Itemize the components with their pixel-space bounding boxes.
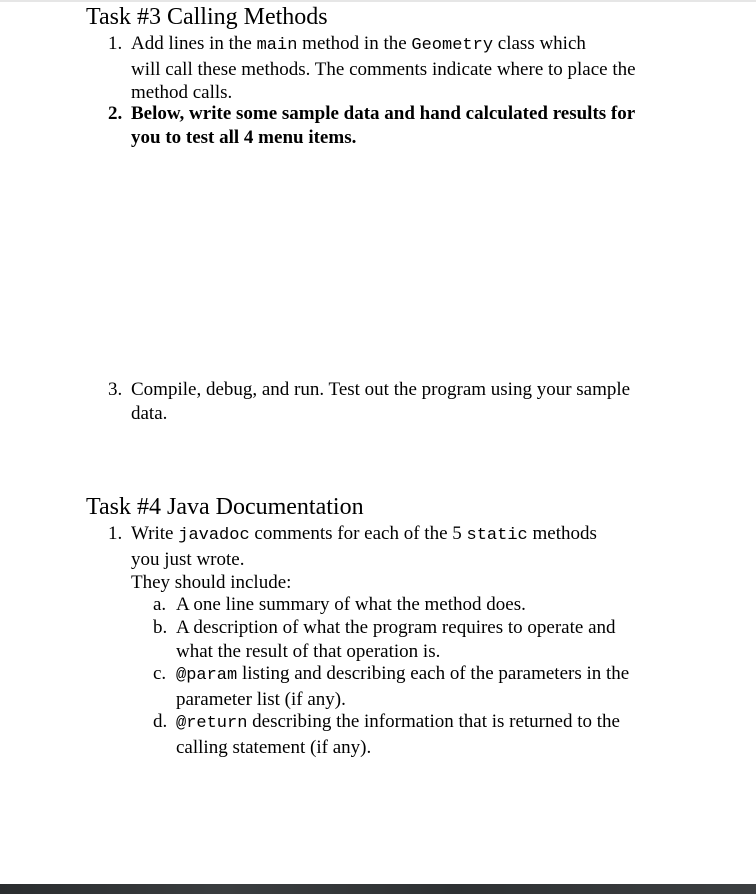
list-number: 1.: [108, 33, 123, 54]
list-letter: d.: [153, 711, 168, 732]
code-return: @return: [176, 714, 248, 733]
list-number: 3.: [108, 379, 123, 400]
item-line: you to test all 4 menu items.: [131, 126, 357, 148]
item-line: Add lines in the main method in the Geometry class which: [131, 33, 586, 55]
item-line: A description of what the program requires to operate and: [176, 617, 616, 638]
bottom-edge-bar: [0, 884, 756, 894]
item-line: Below, write some sample data and hand calculated results for: [131, 103, 636, 124]
code-static: static: [466, 526, 528, 545]
list-letter: b.: [153, 617, 168, 638]
item-line: will call these methods. The comments indicate where to place the: [131, 58, 636, 80]
item-line: calling statement (if any).: [176, 736, 372, 758]
item-line: @param listing and describing each of the parameters in the: [176, 663, 630, 685]
code-param: @param: [176, 666, 238, 685]
item-line: Write javadoc comments for each of the 5 static methods: [131, 523, 597, 545]
task3-heading: Task #3 Calling Methods: [86, 4, 328, 30]
list-number: 2.: [108, 103, 123, 124]
item-line: A one line summary of what the method does.: [176, 594, 526, 615]
code-geometry: Geometry: [411, 36, 494, 55]
item-line: They should include:: [131, 572, 292, 593]
item-line: you just wrote.: [131, 548, 245, 570]
code-javadoc: javadoc: [178, 526, 250, 545]
item-line: Compile, debug, and run. Test out the program using your sample: [131, 379, 631, 400]
code-main: main: [256, 36, 298, 55]
list-number: 1.: [108, 523, 123, 544]
task4-heading: Task #4 Java Documentation: [86, 494, 364, 520]
list-letter: a.: [153, 594, 167, 615]
item-line: data.: [131, 402, 168, 424]
list-letter: c.: [153, 663, 167, 684]
item-line: parameter list (if any).: [176, 688, 346, 710]
item-line: method calls.: [131, 82, 233, 103]
item-line: @return describing the information that is returned to the: [176, 711, 620, 733]
top-divider: [0, 0, 756, 2]
item-line: what the result of that operation is.: [176, 640, 441, 662]
